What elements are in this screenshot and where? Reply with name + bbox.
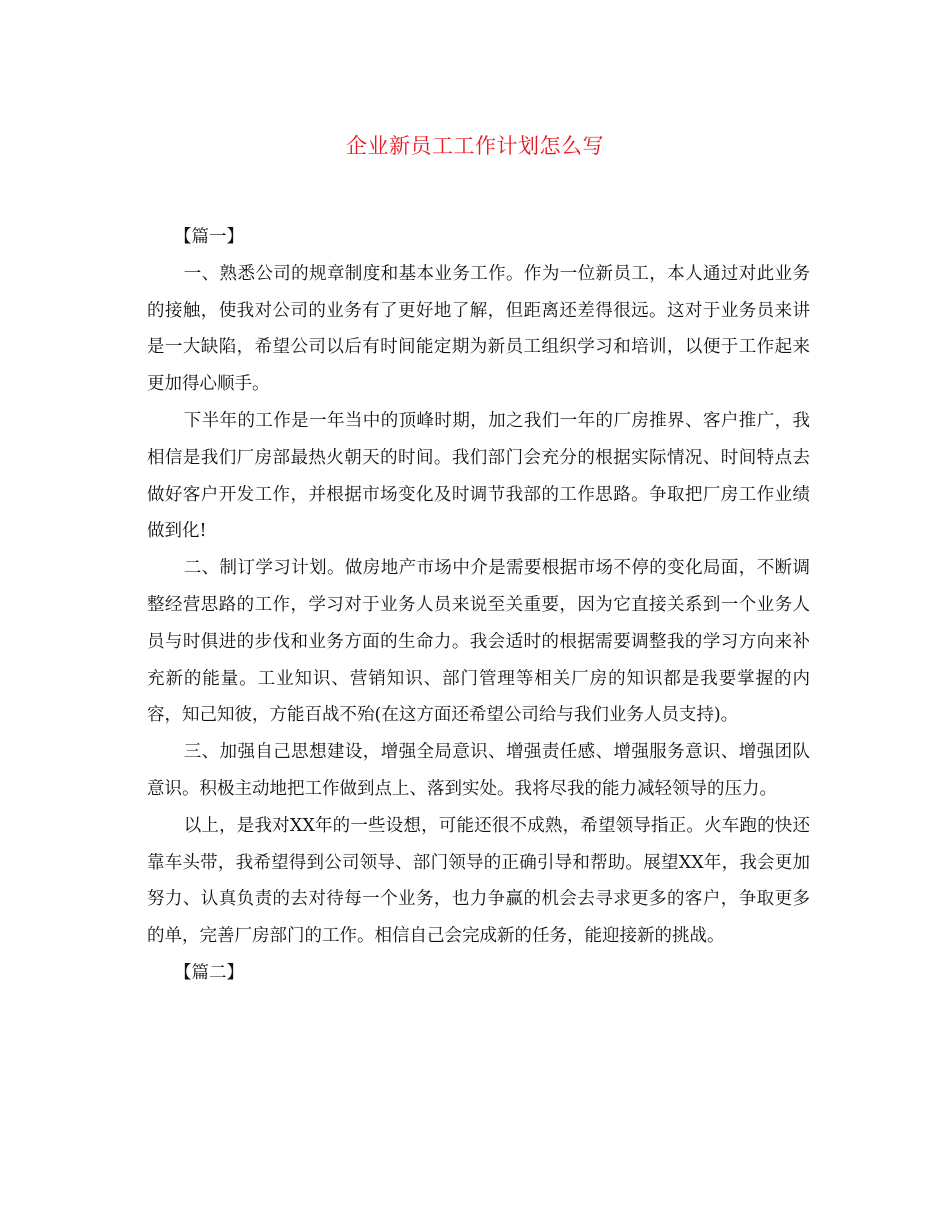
- paragraph-4: 三、加强自己思想建设，增强全局意识、增强责任感、增强服务意识、增强团队意识。积极主动地把工作做到点上、落到实处。我将尽我的能力减轻领导的压力。: [147, 742, 810, 799]
- document-body: [147, 219, 810, 992]
- section-heading-1: 【篇一】: [174, 227, 244, 247]
- document-title: 企业新员工工作计划怎么写: [346, 134, 604, 158]
- paragraph-3: 二、制订学习计划。做房地产市场中介是需要根据市场不停的变化局面，不断调整经营思路的工作，学习对于业务人员来说至关重要，因为它直接关系到一个业务人员与时俱进的步伐和业务方面的生命力。我会适时的根据需要调整我的学习方向来补充新的能量。工业知识、营销知识、部门管理等相关厂房的知识都是我要掌握的内容，知己知彼，方能百战不殆(在这方面还希望公司给与我们业务人员支持)。: [147, 558, 810, 726]
- paragraph-2: 下半年的工作是一年当中的顶峰时期，加之我们一年的厂房推界、客户推广，我相信是我们厂房部最热火朝天的时间。我们部门会充分的根据实际情况、时间特点去做好客户开发工作，并根据市场变化及时调节我部的工作思路。争取把厂房工作业绩做到化!: [147, 410, 810, 542]
- paragraph-5: 以上，是我对XX年的一些设想，可能还很不成熟，希望领导指正。火车跑的快还靠车头带，我希望得到公司领导、部门领导的正确引导和帮助。展望XX年，我会更加努力、认真负责的去对待每一个业务，也力争赢的机会去寻求更多的客户，争取更多的单，完善厂房部门的工作。相信自己会完成新的任务，能迎接新的挑战。: [147, 815, 810, 947]
- section-heading-2: 【篇二】: [174, 962, 244, 983]
- paragraph-1: 一、熟悉公司的规章制度和基本业务工作。作为一位新员工，本人通过对此业务的接触，使我对公司的业务有了更好地了解，但距离还差得很远。这对于业务员来讲是一大缺陷，希望公司以后有时间能定期为新员工组织学习和培训，以便于工作起来更加得心顺手。: [147, 263, 810, 395]
